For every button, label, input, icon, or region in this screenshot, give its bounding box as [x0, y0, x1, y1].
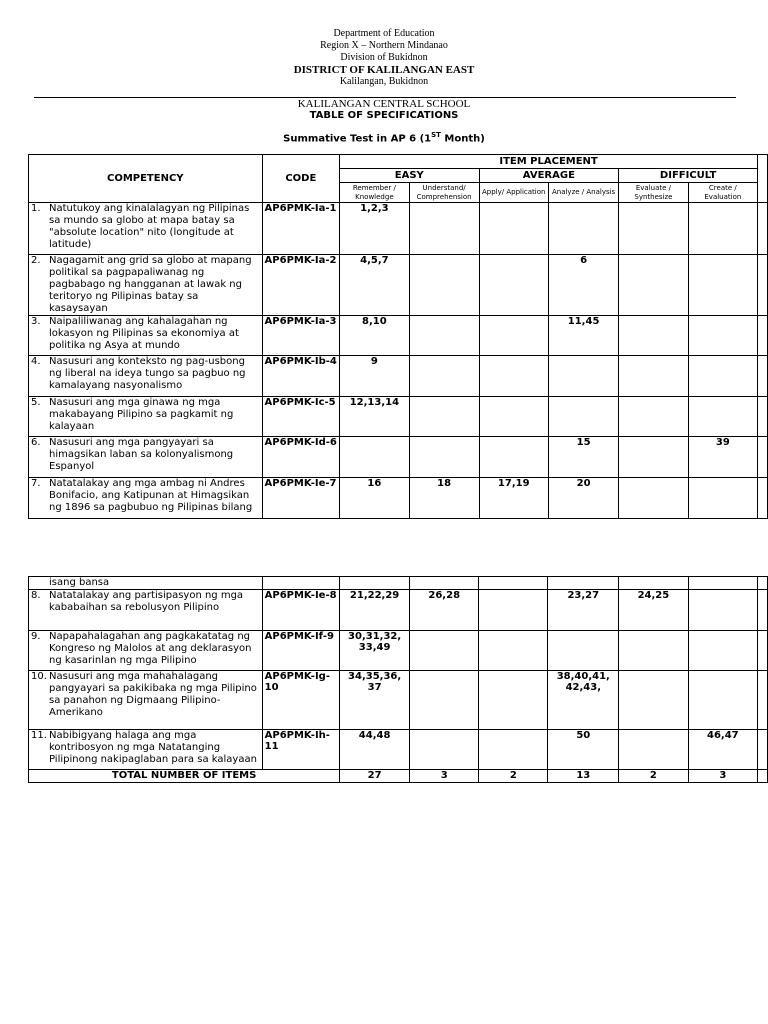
- item-cell: [619, 671, 688, 730]
- item-cell: [409, 203, 479, 255]
- item-cell: 1,2,3: [340, 203, 410, 255]
- table-row: [29, 255, 768, 316]
- edge-cell: [758, 203, 768, 255]
- item-cell: 20: [548, 478, 618, 519]
- table-row: [29, 631, 768, 671]
- table-row: [29, 671, 768, 730]
- item-cell: 8,10: [340, 316, 410, 356]
- total-cell: 13: [548, 770, 619, 783]
- item-cell: [479, 356, 548, 397]
- competency-text: Nagagamit ang grid sa globo at mapang politikal sa pagpapaliwanag ng pagbabago ng hangganan at lawak ng teritoryo ng Pilipinas batay sa kasaysayan: [49, 255, 252, 314]
- item-cell: 12,13,14: [340, 397, 410, 437]
- item-cell: [688, 671, 757, 730]
- item-cell: [340, 437, 410, 478]
- code-cell: AP6PMK-Id-6: [262, 437, 340, 478]
- code-header: CODE: [262, 155, 340, 203]
- table-row: [29, 356, 768, 397]
- item-cell: 6: [548, 255, 618, 316]
- code-cell: AP6PMK-Ih-11: [262, 730, 340, 770]
- item-cell: 17,19: [479, 478, 548, 519]
- level-understand: Understand/ Comprehension: [409, 183, 479, 203]
- item-cell: [479, 671, 548, 730]
- right-edge-column: [758, 155, 768, 203]
- item-cell: [619, 316, 688, 356]
- edge-cell: [758, 590, 768, 631]
- item-cell: [479, 590, 548, 631]
- item-cell: 4,5,7: [340, 255, 410, 316]
- edge-cell: [758, 397, 768, 437]
- item-cell: 23,27: [548, 590, 619, 631]
- level-apply: Apply/ Application: [479, 183, 548, 203]
- edge-cell: [758, 255, 768, 316]
- continuation-text: [29, 577, 263, 590]
- item-cell: [619, 437, 688, 478]
- competency-text: Natutukoy ang kinalalagyan ng Pilipinas sa mundo sa globo at mapa batay sa "absolute location" nito (longitude at latitude): [49, 203, 250, 250]
- header-district: DISTRICT OF KALILANGAN EAST: [293, 64, 475, 76]
- edge-cell: [758, 631, 768, 671]
- group-difficult: DIFFICULT: [619, 169, 758, 183]
- competency-text: Nasusuri ang mga ginawa ng mga makabayang Pilipino sa pagkamit ng kalayaan: [49, 397, 234, 432]
- code-cell: AP6PMK-Ie-7: [262, 478, 340, 519]
- competency-cell: [29, 730, 263, 770]
- competency-text: Natatalakay ang partisipasyon ng mga kababaihan sa rebolusyon Pilipino: [49, 590, 244, 613]
- test-title-b: Month): [440, 133, 485, 145]
- edge-cell: [758, 730, 768, 770]
- item-cell: [688, 631, 757, 671]
- code-cell: AP6PMK-Ia-2: [262, 255, 340, 316]
- item-cell: [409, 316, 479, 356]
- group-easy: EASY: [340, 169, 479, 183]
- competency-text: Napapahalagahan ang pagkakatatag ng Kongreso ng Malolos at ang deklarasyon ng kasarinlan ng mga Pilipino: [49, 631, 252, 666]
- item-cell: [409, 437, 479, 478]
- total-cell: 3: [410, 770, 479, 783]
- item-cell: [479, 437, 548, 478]
- competency-cell: [29, 478, 263, 519]
- group-average: AVERAGE: [479, 169, 619, 183]
- header-line-region: Region X – Northern Mindanao: [320, 40, 448, 51]
- item-cell: [410, 631, 479, 671]
- totals-section: [29, 770, 768, 783]
- total-cell: 2: [619, 770, 688, 783]
- item-cell: [548, 356, 618, 397]
- total-label: TOTAL NUMBER OF ITEMS: [29, 770, 340, 783]
- table-row: [29, 397, 768, 437]
- competency-number: 8.: [31, 590, 41, 601]
- competency-number: 11.: [31, 730, 47, 741]
- test-title: [0, 131, 768, 144]
- test-title-a: Summative Test in AP 6 (1: [283, 133, 432, 145]
- code-cell: AP6PMK-Ie-8: [262, 590, 340, 631]
- level-analyze: Analyze / Analysis: [548, 183, 618, 203]
- item-cell: 16: [340, 478, 410, 519]
- item-cell: [479, 203, 548, 255]
- document-header: [0, 28, 768, 88]
- edge-cell: [758, 356, 768, 397]
- competency-cell: [29, 255, 263, 316]
- code-cell: AP6PMK-If-9: [262, 631, 340, 671]
- item-cell: [548, 203, 618, 255]
- item-cell: [688, 316, 757, 356]
- document-title: TABLE OF SPECIFICATIONS: [309, 110, 459, 121]
- competency-number: 1.: [31, 203, 41, 214]
- test-title-sup: ST: [431, 131, 441, 139]
- item-cell: [619, 255, 688, 316]
- edge-cell: [758, 671, 768, 730]
- competency-cell: [29, 397, 263, 437]
- competency-text: Natatalakay ang mga ambag ni Andres Bonifacio, ang Katipunan at Himagsikan ng 1896 sa pagbubuo ng Pilipinas bilang: [49, 478, 253, 513]
- competency-number: 10.: [31, 671, 47, 682]
- competency-number: 4.: [31, 356, 41, 367]
- item-cell: 38,40,41, 42,43,: [548, 671, 619, 730]
- competency-text: Nasusuri ang konteksto ng pag-usbong ng liberal na ideya tungo sa pagbuo ng kamalayang nasyonalismo: [49, 356, 246, 391]
- item-cell: [479, 316, 548, 356]
- code-cell: AP6PMK-Ig-10: [262, 671, 340, 730]
- competency-cell: [29, 631, 263, 671]
- item-cell: 50: [548, 730, 619, 770]
- code-cell: AP6PMK-Ia-3: [262, 316, 340, 356]
- level-evaluate: Evaluate / Synthesize: [619, 183, 688, 203]
- continuation-text-value: isang bansa: [49, 577, 110, 588]
- competency-cell: [29, 356, 263, 397]
- item-cell: 34,35,36, 37: [340, 671, 410, 730]
- edge-cell: [758, 478, 768, 519]
- table-row: [29, 437, 768, 478]
- item-cell: 21,22,29: [340, 590, 410, 631]
- item-cell: [479, 631, 548, 671]
- item-cell: [409, 397, 479, 437]
- item-cell: [479, 255, 548, 316]
- table-row: [29, 478, 768, 519]
- code-cell: AP6PMK-Ic-5: [262, 397, 340, 437]
- item-cell: [688, 356, 757, 397]
- total-cell: 27: [340, 770, 410, 783]
- competency-number: 6.: [31, 437, 41, 448]
- competency-number: 5.: [31, 397, 41, 408]
- item-cell: [409, 356, 479, 397]
- item-cell: [619, 631, 688, 671]
- specification-table-page2: [28, 576, 768, 783]
- item-cell: 24,25: [619, 590, 688, 631]
- competency-cell: [29, 437, 263, 478]
- item-cell: 46,47: [688, 730, 757, 770]
- item-cell: 18: [409, 478, 479, 519]
- competency-text: Nabibigyang halaga ang mga kontribosyon ng mga Natatanging Pilipinong nakipaglaban para sa kalayaan: [49, 730, 257, 765]
- table-row: [29, 730, 768, 770]
- item-cell: [619, 478, 688, 519]
- level-remember: Remember / Knowledge: [340, 183, 410, 203]
- code-cell: AP6PMK-Ib-4: [262, 356, 340, 397]
- item-cell: [479, 730, 548, 770]
- item-cell: 30,31,32, 33,49: [340, 631, 410, 671]
- item-cell: [548, 631, 619, 671]
- table-row: [29, 590, 768, 631]
- item-cell: 44,48: [340, 730, 410, 770]
- edge-cell: [758, 437, 768, 478]
- total-cell: 3: [688, 770, 757, 783]
- total-cell: 2: [479, 770, 548, 783]
- item-cell: [688, 478, 757, 519]
- header-location: Kalilangan, Bukidnon: [339, 76, 429, 87]
- competency-header: COMPETENCY: [29, 155, 263, 203]
- competency-number: 9.: [31, 631, 41, 642]
- item-cell: [619, 356, 688, 397]
- total-row: [29, 770, 768, 783]
- level-create: Create / Evaluation: [688, 183, 757, 203]
- competency-cell: [29, 203, 263, 255]
- item-cell: [409, 255, 479, 316]
- item-cell: [548, 397, 618, 437]
- page2-rows: [29, 577, 768, 770]
- table-row: [29, 316, 768, 356]
- item-cell: [619, 397, 688, 437]
- header-line-division: Division of Bukidnon: [340, 52, 428, 63]
- item-cell: [479, 397, 548, 437]
- competency-text: Nasusuri ang mga pangyayari sa himagsikan laban sa kolonyalismong Espanyol: [49, 437, 234, 472]
- item-placement-header: ITEM PLACEMENT: [340, 155, 758, 169]
- item-cell: 39: [688, 437, 757, 478]
- competency-cell: [29, 590, 263, 631]
- header-line-deped: Department of Education: [333, 28, 435, 39]
- competency-number: 2.: [31, 255, 41, 266]
- item-cell: [619, 203, 688, 255]
- item-cell: 11,45: [548, 316, 618, 356]
- page1-rows: [29, 203, 768, 519]
- code-cell: AP6PMK-Ia-1: [262, 203, 340, 255]
- school-name: KALILANGAN CENTRAL SCHOOL: [297, 98, 471, 110]
- specification-table-page1: [28, 154, 768, 519]
- item-cell: 9: [340, 356, 410, 397]
- competency-cell: [29, 671, 263, 730]
- competency-number: 3.: [31, 316, 41, 327]
- item-cell: [619, 730, 688, 770]
- competency-text: Naipaliliwanag ang kahalagahan ng lokasyon ng Pilipinas sa ekonomiya at politika ng Asya at mundo: [49, 316, 239, 351]
- item-cell: [410, 730, 479, 770]
- item-cell: [688, 203, 757, 255]
- edge-cell: [758, 316, 768, 356]
- item-cell: [688, 255, 757, 316]
- competency-text: Nasusuri ang mga mahahalagang pangyayari sa pakikibaka ng mga Pilipino sa panahon ng Digmaang Pilipino-Amerikano: [49, 671, 257, 718]
- continuation-row: [29, 577, 768, 590]
- item-cell: [688, 397, 757, 437]
- competency-cell: [29, 316, 263, 356]
- item-cell: 26,28: [410, 590, 479, 631]
- item-cell: 15: [548, 437, 618, 478]
- item-cell: [410, 671, 479, 730]
- item-cell: [688, 590, 757, 631]
- competency-number: 7.: [31, 478, 41, 489]
- table-row: [29, 203, 768, 255]
